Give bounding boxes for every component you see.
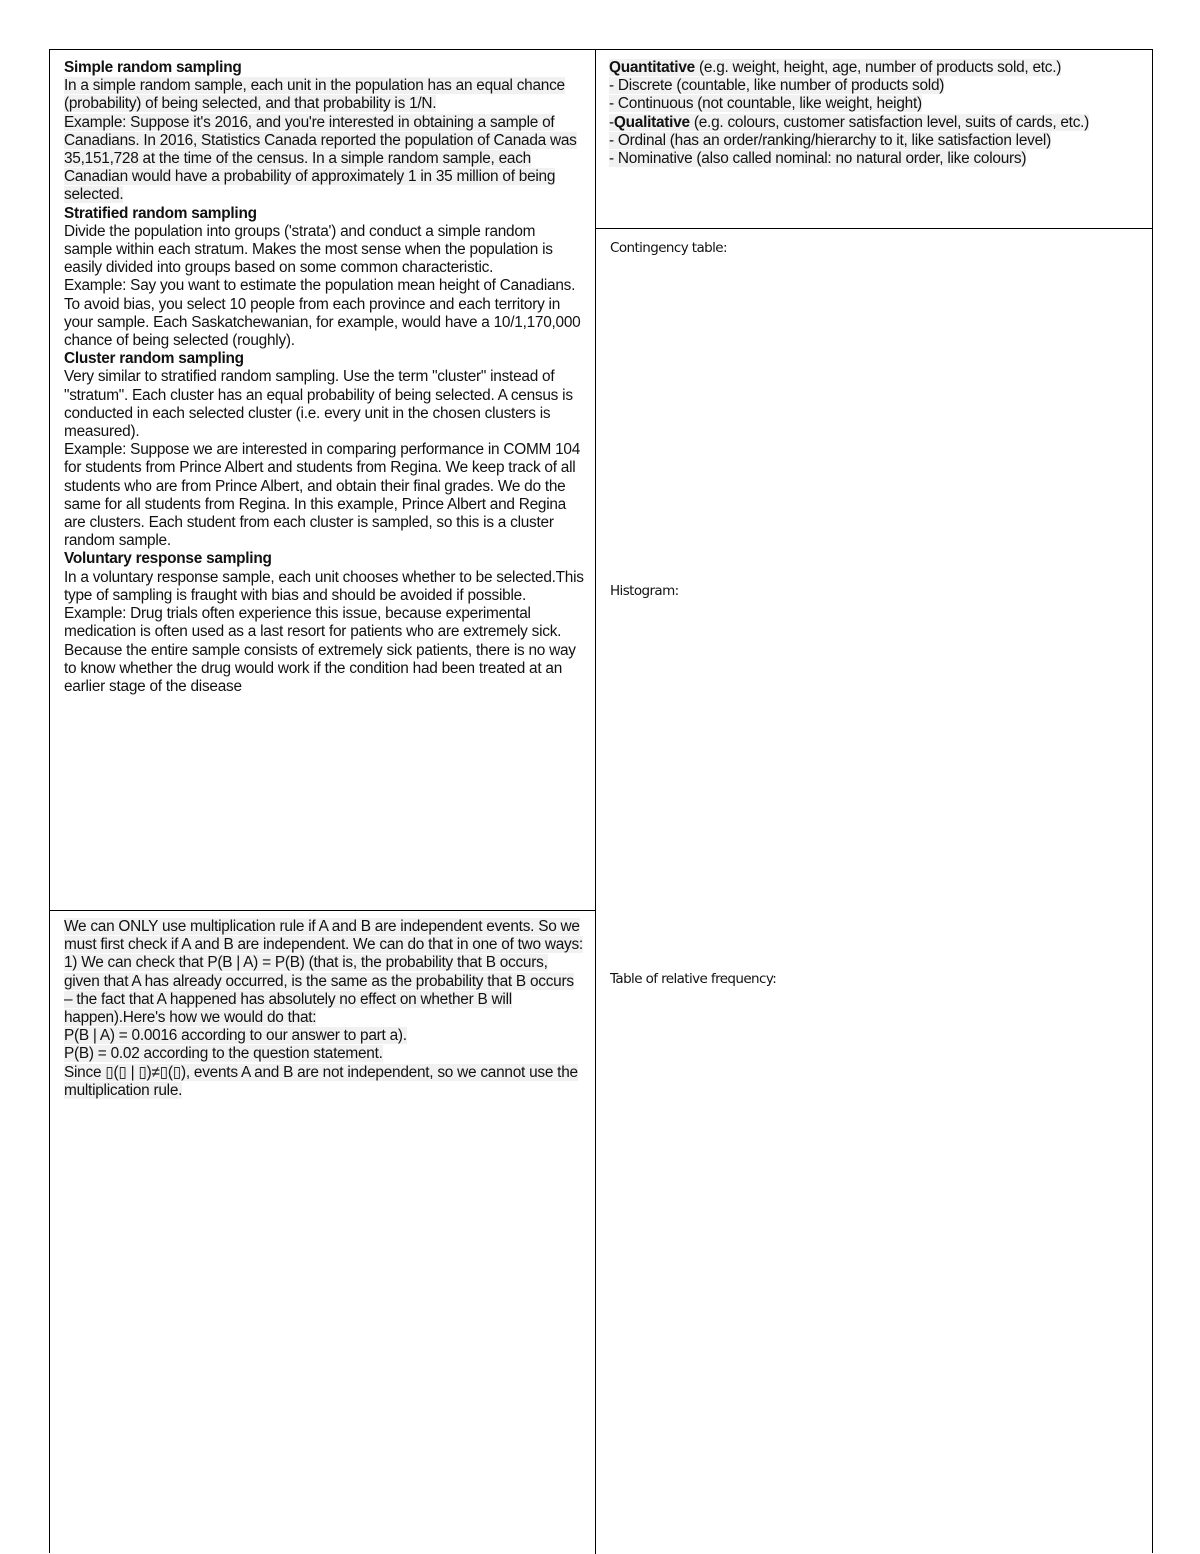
qualitative-description: (e.g. colours, customer satisfaction level, suits of cards, etc.) [689, 113, 1090, 131]
probability-b-given-a: P(B | A) = 0.0016 according to our answer to part a). [64, 1027, 407, 1045]
qualitative-line [609, 114, 1149, 132]
right-row-divider [596, 228, 1153, 229]
stratified-sampling-definition: Divide the population into groups ('strata') and conduct a simple random sample within each stratum. Makes the most sense when the population is easily divided into groups based on some common characteristic. [64, 222, 553, 277]
voluntary-sampling-example: Example: Drug trials often experience this issue, because experimental medication is often used as a last resort for patients who are extremely sick. Because the entire sample consists of extremely sick patients, there is no way to know whether the drug would work if the condition had been treated at an earlier stage of the disease [64, 605, 576, 695]
notes-page [49, 49, 1153, 1553]
column-divider [595, 50, 596, 1554]
multiplication-intro: We can ONLY use multiplication rule if A and B are independent events. So we must first check if A and B are independent. We can do that in one of two ways: [64, 918, 583, 954]
stratified-sampling-heading: Stratified random sampling [64, 204, 257, 222]
simple-sampling-definition: In a simple random sample, each unit in the population has an equal chance (probability) of being selected, and that probability is 1/N. [64, 77, 565, 113]
left-row-divider [50, 910, 595, 911]
quantitative-description: (e.g. weight, height, age, number of products sold, etc.) [694, 59, 1062, 76]
qualitative-prefix: - [609, 113, 614, 131]
voluntary-sampling-heading: Voluntary response sampling [64, 550, 272, 568]
cluster-sampling-example: Example: Suppose we are interested in comparing performance in COMM 104 for students from Prince Albert and students from Regina. We keep track of all students who are from Prince Albert, and obtain their final grades. We do the same for all students from Regina. In this example, Prince Albert and Regina are clusters. Each student from each cluster is sampled, so this is a cluster random sample. [64, 441, 581, 550]
discrete-line: - Discrete (countable, like number of products sold) [609, 77, 945, 95]
probability-b: P(B) = 0.02 according to the question statement. [64, 1045, 383, 1063]
histogram-label: Histogram: [610, 583, 679, 599]
continuous-line: - Continuous (not countable, like weight, height) [609, 95, 922, 113]
voluntary-sampling-definition: In a voluntary response sample, each unit chooses whether to be selected.This type of sampling is fraught with bias and should be avoided if possible. [64, 568, 584, 604]
variable-types-cell [609, 59, 1149, 168]
stratified-sampling-example: Example: Say you want to estimate the population mean height of Canadians. To avoid bias, you select 10 people from each province and each territory in your sample. Each Saskatchewanian, for example, would have a 10/1,170,000 chance of being selected (roughly). [64, 277, 581, 350]
nominative-line: - Nominative (also called nominal: no natural order, like colours) [609, 150, 1027, 168]
simple-sampling-heading: Simple random sampling [64, 59, 242, 76]
multiplication-step-1: 1) We can check that P(B | A) = P(B) (that is, the probability that B occurs, given that A has already occurred, is the same as the probability that B occurs – the fact that A happened has absolutely no effect on whether B will happen).Here's how we would do that: [64, 954, 574, 1027]
quantitative-line [609, 59, 1149, 77]
multiplication-conclusion: Since ▯(▯ | ▯)≠▯(▯), events A and B are not independent, so we cannot use the multiplication rule. [64, 1063, 578, 1099]
multiplication-rule-cell [64, 918, 586, 1100]
ordinal-line: - Ordinal (has an order/ranking/hierarchy to it, like satisfaction level) [609, 131, 1051, 149]
contingency-table-label: Contingency table: [610, 240, 727, 256]
cluster-sampling-heading: Cluster random sampling [64, 350, 244, 368]
simple-sampling-example: Example: Suppose it's 2016, and you're interested in obtaining a sample of Canadians. In 2016, Statistics Canada reported the population of Canada was 35,151,728 at the time of the census. In a simple random sample, each Canadian would have a probability of approximately 1 in 35 million of being selected. [64, 113, 577, 204]
sampling-methods-cell [64, 59, 586, 696]
quantitative-label: Quantitative [609, 59, 695, 76]
relative-frequency-table-label: Table of relative frequency: [610, 971, 777, 987]
cluster-sampling-definition: Very similar to stratified random sampling. Use the term "cluster" instead of "stratum". Each cluster has an equal probability of being selected. A census is conducted in each selected cluster (i.e. every unit in the chosen clusters is measured). [64, 368, 573, 441]
qualitative-label: Qualitative [613, 113, 690, 131]
